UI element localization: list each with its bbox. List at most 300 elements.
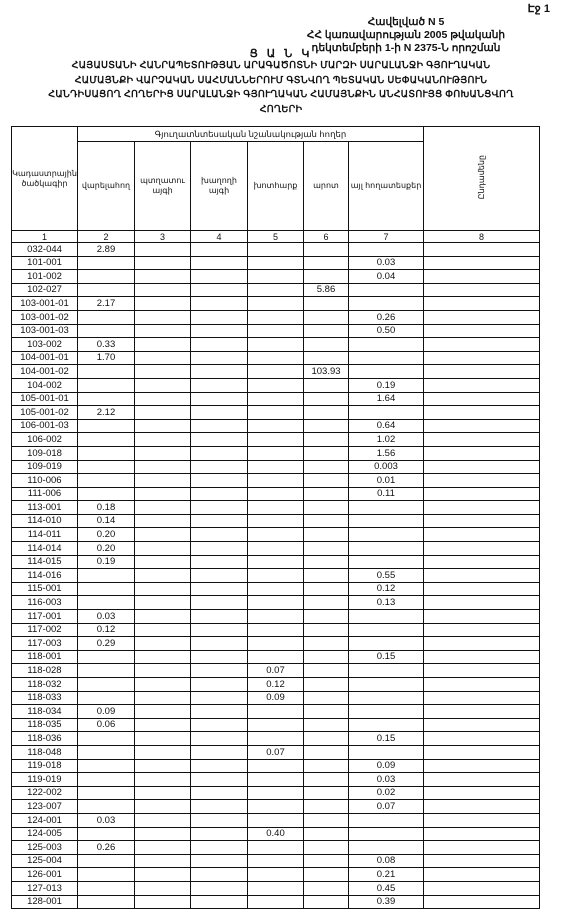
orchard-cell	[135, 555, 191, 569]
total-cell	[424, 637, 540, 651]
hayfield-cell	[248, 446, 304, 460]
hayfield-cell	[248, 270, 304, 284]
arable-cell: 0.20	[78, 542, 135, 556]
other-lands-cell: 0.50	[349, 324, 424, 338]
arable-cell	[78, 895, 135, 909]
cadastral-code-cell: 114-016	[12, 569, 78, 583]
hayfield-cell	[248, 419, 304, 433]
other-lands-cell	[349, 542, 424, 556]
appendix-line-2: ՀՀ կառավարության 2005 թվականի	[306, 29, 506, 41]
arable-cell	[78, 596, 135, 610]
vineyard-cell	[191, 433, 248, 447]
cadastral-code-cell: 118-001	[12, 650, 78, 664]
total-cell	[424, 691, 540, 705]
pasture-cell	[304, 270, 349, 284]
total-cell	[424, 705, 540, 719]
arable-cell	[78, 664, 135, 678]
pasture-cell	[304, 501, 349, 515]
other-lands-cell: 0.21	[349, 868, 424, 882]
vineyard-cell	[191, 854, 248, 868]
total-cell	[424, 678, 540, 692]
pasture-cell	[304, 800, 349, 814]
orchard-cell	[135, 256, 191, 270]
other-lands-cell	[349, 745, 424, 759]
total-cell	[424, 542, 540, 556]
cadastral-code-cell: 127-013	[12, 881, 78, 895]
table-row	[12, 351, 540, 365]
total-cell	[424, 813, 540, 827]
orchard-cell	[135, 610, 191, 624]
table-row	[12, 759, 540, 773]
arable-cell: 2.12	[78, 406, 135, 420]
pasture-cell	[304, 881, 349, 895]
table-row	[12, 800, 540, 814]
total-cell	[424, 283, 540, 297]
arable-cell: 0.18	[78, 501, 135, 515]
cadastral-code-cell: 111-006	[12, 487, 78, 501]
arable-cell: 0.29	[78, 637, 135, 651]
arable-cell: 0.12	[78, 623, 135, 637]
vineyard-cell	[191, 270, 248, 284]
total-cell	[424, 324, 540, 338]
table-row	[12, 854, 540, 868]
hayfield-cell	[248, 433, 304, 447]
pasture-cell	[304, 542, 349, 556]
arable-cell	[78, 569, 135, 583]
orchard-cell	[135, 800, 191, 814]
orchard-cell	[135, 691, 191, 705]
table-row	[12, 419, 540, 433]
header-arable: վարելահող	[78, 142, 135, 231]
orchard-cell	[135, 501, 191, 515]
header-total	[424, 127, 540, 231]
orchard-cell	[135, 854, 191, 868]
orchard-cell	[135, 786, 191, 800]
other-lands-cell: 0.03	[349, 773, 424, 787]
table-row	[12, 664, 540, 678]
total-cell	[424, 854, 540, 868]
other-lands-cell: 1.64	[349, 392, 424, 406]
total-cell	[424, 773, 540, 787]
heading-line-4: ՀՈՂԵՐԻ	[259, 103, 303, 115]
pasture-cell	[304, 514, 349, 528]
total-cell	[424, 759, 540, 773]
other-lands-cell	[349, 351, 424, 365]
hayfield-cell	[248, 841, 304, 855]
table-row	[12, 582, 540, 596]
cadastral-code-cell: 118-034	[12, 705, 78, 719]
orchard-cell	[135, 718, 191, 732]
vineyard-cell	[191, 243, 248, 257]
column-number: 6	[304, 231, 349, 243]
orchard-cell	[135, 664, 191, 678]
cadastral-code-cell: 106-002	[12, 433, 78, 447]
cadastral-code-cell: 101-001	[12, 256, 78, 270]
table-row	[12, 868, 540, 882]
total-cell	[424, 881, 540, 895]
table-row	[12, 406, 540, 420]
arable-cell: 0.03	[78, 813, 135, 827]
orchard-cell	[135, 705, 191, 719]
arable-cell: 0.19	[78, 555, 135, 569]
table-row	[12, 338, 540, 352]
other-lands-cell: 1.02	[349, 433, 424, 447]
total-cell	[424, 351, 540, 365]
hayfield-cell	[248, 582, 304, 596]
pasture-cell	[304, 460, 349, 474]
hayfield-cell	[248, 528, 304, 542]
table-row	[12, 745, 540, 759]
arable-cell	[78, 324, 135, 338]
arable-cell: 0.26	[78, 841, 135, 855]
arable-cell	[78, 773, 135, 787]
hayfield-cell	[248, 732, 304, 746]
hayfield-cell	[248, 759, 304, 773]
total-cell	[424, 841, 540, 855]
hayfield-cell	[248, 338, 304, 352]
arable-cell	[78, 474, 135, 488]
arable-cell	[78, 759, 135, 773]
arable-cell	[78, 283, 135, 297]
total-cell	[424, 501, 540, 515]
vineyard-cell	[191, 297, 248, 311]
appendix-line-1: Հավելված N 5	[367, 16, 445, 28]
total-cell	[424, 827, 540, 841]
arable-cell	[78, 868, 135, 882]
total-cell	[424, 378, 540, 392]
pasture-cell: 103.93	[304, 365, 349, 379]
cadastral-code-cell: 103-002	[12, 338, 78, 352]
hayfield-cell	[248, 514, 304, 528]
cadastral-code-cell: 125-003	[12, 841, 78, 855]
hayfield-cell	[248, 324, 304, 338]
total-cell	[424, 460, 540, 474]
orchard-cell	[135, 528, 191, 542]
pasture-cell	[304, 623, 349, 637]
other-lands-cell: 0.07	[349, 800, 424, 814]
total-cell	[424, 256, 540, 270]
arable-cell	[78, 881, 135, 895]
pasture-cell	[304, 446, 349, 460]
orchard-cell	[135, 487, 191, 501]
hayfield-cell: 0.07	[248, 745, 304, 759]
orchard-cell	[135, 623, 191, 637]
pasture-cell	[304, 256, 349, 270]
cadastral-code-cell: 118-032	[12, 678, 78, 692]
column-number: 1	[12, 231, 78, 243]
other-lands-cell: 0.15	[349, 732, 424, 746]
hayfield-cell	[248, 637, 304, 651]
hayfield-cell	[248, 542, 304, 556]
cadastral-code-cell: 117-003	[12, 637, 78, 651]
table-row	[12, 732, 540, 746]
pasture-cell	[304, 528, 349, 542]
orchard-cell	[135, 324, 191, 338]
appendix-line-3: դեկտեմբերի 1-ի N 2375-Ն որոշման	[311, 42, 501, 54]
orchard-cell	[135, 310, 191, 324]
pasture-cell	[304, 759, 349, 773]
cadastral-code-cell: 117-001	[12, 610, 78, 624]
vineyard-cell	[191, 637, 248, 651]
total-cell	[424, 664, 540, 678]
other-lands-cell	[349, 813, 424, 827]
orchard-cell	[135, 841, 191, 855]
total-cell	[424, 243, 540, 257]
vineyard-cell	[191, 283, 248, 297]
table-row	[12, 256, 540, 270]
pasture-cell	[304, 732, 349, 746]
pasture-cell	[304, 419, 349, 433]
orchard-cell	[135, 365, 191, 379]
page-number: Էջ 1	[527, 3, 550, 15]
vineyard-cell	[191, 310, 248, 324]
hayfield-cell	[248, 297, 304, 311]
arable-cell	[78, 691, 135, 705]
orchard-cell	[135, 868, 191, 882]
table-row	[12, 378, 540, 392]
arable-cell	[78, 745, 135, 759]
vineyard-cell	[191, 324, 248, 338]
orchard-cell	[135, 243, 191, 257]
vineyard-cell	[191, 460, 248, 474]
total-cell	[424, 596, 540, 610]
vineyard-cell	[191, 555, 248, 569]
total-cell	[424, 297, 540, 311]
hayfield-cell	[248, 243, 304, 257]
other-lands-cell: 0.03	[349, 256, 424, 270]
orchard-cell	[135, 881, 191, 895]
vineyard-cell	[191, 745, 248, 759]
table-row	[12, 433, 540, 447]
pasture-cell	[304, 705, 349, 719]
pasture-cell	[304, 487, 349, 501]
other-lands-cell: 0.04	[349, 270, 424, 284]
pasture-cell	[304, 406, 349, 420]
header-total-label: Ընդամենը	[476, 154, 486, 200]
table-row	[12, 528, 540, 542]
other-lands-cell	[349, 718, 424, 732]
vineyard-cell	[191, 800, 248, 814]
pasture-cell	[304, 582, 349, 596]
cadastral-code-cell: 128-001	[12, 895, 78, 909]
orchard-cell	[135, 582, 191, 596]
hayfield-cell: 0.12	[248, 678, 304, 692]
column-number: 2	[78, 231, 135, 243]
pasture-cell	[304, 773, 349, 787]
total-cell	[424, 528, 540, 542]
other-lands-cell: 0.003	[349, 460, 424, 474]
total-cell	[424, 406, 540, 420]
cadastral-code-cell: 119-018	[12, 759, 78, 773]
vineyard-cell	[191, 406, 248, 420]
orchard-cell	[135, 813, 191, 827]
arable-cell	[78, 310, 135, 324]
pasture-cell	[304, 338, 349, 352]
total-cell	[424, 419, 540, 433]
orchard-cell	[135, 392, 191, 406]
other-lands-cell	[349, 664, 424, 678]
table-row	[12, 705, 540, 719]
orchard-cell	[135, 542, 191, 556]
hayfield-cell	[248, 460, 304, 474]
vineyard-cell	[191, 528, 248, 542]
header-hayfield: խոտհարք	[248, 142, 304, 231]
vineyard-cell	[191, 664, 248, 678]
other-lands-cell	[349, 705, 424, 719]
vineyard-cell	[191, 773, 248, 787]
vineyard-cell	[191, 487, 248, 501]
vineyard-cell	[191, 881, 248, 895]
heading-line-2: ՀԱՄԱՅՆՔԻ ՎԱՐՉԱԿԱՆ ՍԱՀՄԱՆՆԵՐՈՒՄ ԳՏՆՎՈՂ ՊԵՏԱԿԱՆ ՍԵՓԱԿԱՆՈՒԹՅՈՒՆ	[74, 74, 488, 86]
hayfield-cell	[248, 813, 304, 827]
cadastral-code-cell: 103-001-01	[12, 297, 78, 311]
orchard-cell	[135, 637, 191, 651]
arable-cell: 0.33	[78, 338, 135, 352]
header-cadastral-code: Կադաստրային ծածկագիր	[12, 127, 78, 231]
orchard-cell	[135, 759, 191, 773]
table-row	[12, 650, 540, 664]
cadastral-code-cell: 124-005	[12, 827, 78, 841]
other-lands-cell	[349, 297, 424, 311]
other-lands-cell	[349, 528, 424, 542]
table-row	[12, 813, 540, 827]
arable-cell	[78, 786, 135, 800]
cadastral-code-cell: 105-001-01	[12, 392, 78, 406]
cadastral-code-cell: 119-019	[12, 773, 78, 787]
hayfield-cell	[248, 773, 304, 787]
vineyard-cell	[191, 841, 248, 855]
hayfield-cell: 0.07	[248, 664, 304, 678]
other-lands-cell	[349, 338, 424, 352]
hayfield-cell: 0.09	[248, 691, 304, 705]
pasture-cell	[304, 664, 349, 678]
other-lands-cell	[349, 827, 424, 841]
cadastral-code-cell: 115-001	[12, 582, 78, 596]
hayfield-cell	[248, 310, 304, 324]
total-cell	[424, 582, 540, 596]
table-row	[12, 542, 540, 556]
vineyard-cell	[191, 392, 248, 406]
total-cell	[424, 786, 540, 800]
arable-cell	[78, 827, 135, 841]
pasture-cell	[304, 854, 349, 868]
total-cell	[424, 392, 540, 406]
pasture-cell	[304, 813, 349, 827]
pasture-cell	[304, 351, 349, 365]
column-number: 4	[191, 231, 248, 243]
orchard-cell	[135, 351, 191, 365]
vineyard-cell	[191, 610, 248, 624]
vineyard-cell	[191, 718, 248, 732]
other-lands-cell	[349, 555, 424, 569]
vineyard-cell	[191, 623, 248, 637]
cadastral-code-cell: 109-019	[12, 460, 78, 474]
cadastral-code-cell: 118-048	[12, 745, 78, 759]
pasture-cell	[304, 392, 349, 406]
other-lands-cell	[349, 841, 424, 855]
arable-cell: 1.70	[78, 351, 135, 365]
table-row	[12, 786, 540, 800]
arable-cell	[78, 732, 135, 746]
cadastral-code-cell: 116-003	[12, 596, 78, 610]
other-lands-cell: 0.09	[349, 759, 424, 773]
arable-cell	[78, 487, 135, 501]
arable-cell: 0.20	[78, 528, 135, 542]
orchard-cell	[135, 650, 191, 664]
vineyard-cell	[191, 514, 248, 528]
orchard-cell	[135, 297, 191, 311]
table-row	[12, 841, 540, 855]
total-cell	[424, 745, 540, 759]
cadastral-code-cell: 118-033	[12, 691, 78, 705]
table-row	[12, 392, 540, 406]
header-other-lands: այլ հողատեսքեր	[349, 142, 424, 231]
cadastral-code-cell: 118-036	[12, 732, 78, 746]
total-cell	[424, 514, 540, 528]
cadastral-code-cell: 125-004	[12, 854, 78, 868]
arable-cell	[78, 460, 135, 474]
table-row	[12, 446, 540, 460]
total-cell	[424, 365, 540, 379]
arable-cell	[78, 678, 135, 692]
other-lands-cell: 0.15	[349, 650, 424, 664]
hayfield-cell	[248, 705, 304, 719]
orchard-cell	[135, 827, 191, 841]
other-lands-cell	[349, 637, 424, 651]
cadastral-code-cell: 113-001	[12, 501, 78, 515]
column-number: 3	[135, 231, 191, 243]
orchard-cell	[135, 596, 191, 610]
other-lands-cell	[349, 501, 424, 515]
other-lands-cell	[349, 283, 424, 297]
vineyard-cell	[191, 827, 248, 841]
vineyard-cell	[191, 786, 248, 800]
hayfield-cell	[248, 569, 304, 583]
table-row	[12, 827, 540, 841]
cadastral-code-cell: 117-002	[12, 623, 78, 637]
other-lands-cell: 0.02	[349, 786, 424, 800]
arable-cell: 2.89	[78, 243, 135, 257]
other-lands-cell: 0.11	[349, 487, 424, 501]
cadastral-code-cell: 103-001-02	[12, 310, 78, 324]
table-row	[12, 310, 540, 324]
pasture-cell	[304, 650, 349, 664]
orchard-cell	[135, 514, 191, 528]
pasture-cell: 5.86	[304, 283, 349, 297]
pasture-cell	[304, 433, 349, 447]
hayfield-cell	[248, 487, 304, 501]
vineyard-cell	[191, 338, 248, 352]
table-row	[12, 895, 540, 909]
orchard-cell	[135, 773, 191, 787]
pasture-cell	[304, 841, 349, 855]
total-cell	[424, 270, 540, 284]
document-title: Ց Ա Ն Կ	[249, 48, 313, 60]
table-row	[12, 718, 540, 732]
orchard-cell	[135, 895, 191, 909]
arable-cell	[78, 650, 135, 664]
other-lands-cell	[349, 623, 424, 637]
other-lands-cell	[349, 691, 424, 705]
table-row	[12, 324, 540, 338]
vineyard-cell	[191, 895, 248, 909]
column-number: 7	[349, 231, 424, 243]
total-cell	[424, 555, 540, 569]
hayfield-cell	[248, 365, 304, 379]
other-lands-cell: 0.39	[349, 895, 424, 909]
cadastral-code-cell: 110-006	[12, 474, 78, 488]
column-number: 8	[424, 231, 540, 243]
